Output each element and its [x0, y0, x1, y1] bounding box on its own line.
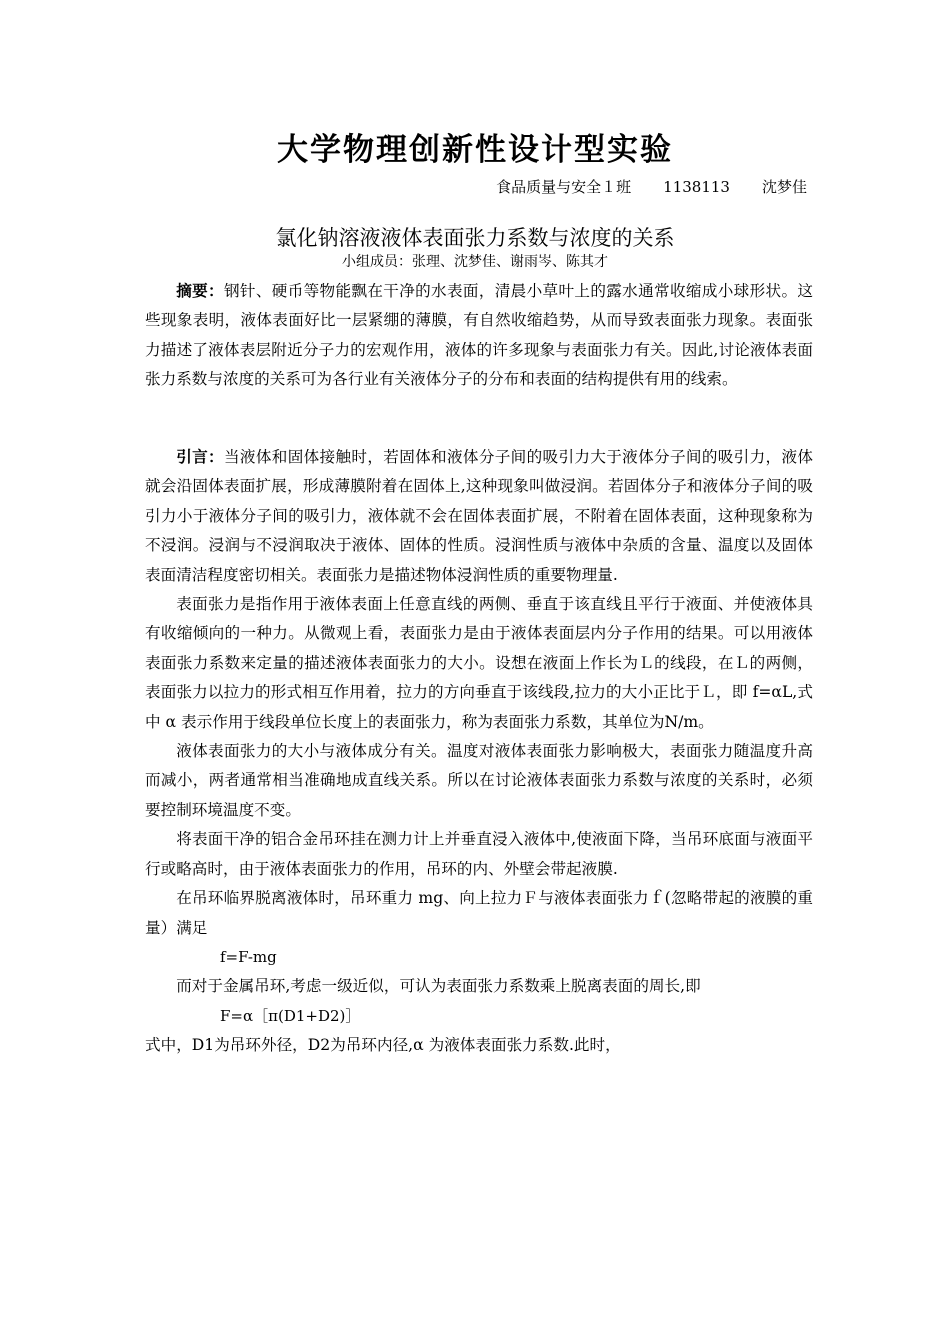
intro-paragraph	[145, 442, 813, 590]
author-name: 沈梦佳	[761, 178, 807, 196]
intro-text: 当液体和固体接触时，若固体和液体分子间的吸引力大于液体分子间的吸引力，液体就会沿固体表面扩展，形成薄膜附着在固体上,这种现象叫做浸润。若固体分子和液体分子间的吸引力小于液体分子间的吸引力，液体就不会在固体表面扩展，不附着在固体表面，这种现象称为不浸润。浸润与不浸润取决于液体、固体的性质。浸润性质与液体中杂质的含量、温度以及固体表面清洁程度密切相关。表面张力是描述物体浸润性质的重要物理量.	[145, 448, 813, 584]
formula-1: f=F-mg	[220, 947, 277, 966]
author-id: 1138113	[663, 178, 730, 196]
author-info	[496, 176, 807, 198]
page-title: 大学物理创新性设计型实验	[277, 132, 673, 168]
body-paragraph-3: 将表面干净的铝合金吊环挂在测力计上并垂直浸入液体中,使液面下降，当吊环底面与液面平行或略高时，由于液体表面张力的作用，吊环的内、外壁会带起液膜.	[145, 830, 813, 878]
formula-2: F=α［π(D1+D2)］	[220, 1006, 361, 1025]
body-paragraph-1: 表面张力是指作用于液体表面上任意直线的两侧、垂直于该直线且平行于液面、并使液体具有收缩倾向的一种力。从微观上看，表面张力是由于液体表面层内分子作用的结果。可以用液体表面张力系数来定量的描述液体表面张力的大小。设想在液面上作长为Ｌ的线段，在Ｌ的两侧，表面张力以拉力的形式相互作用着，拉力的方向垂直于该线段,拉力的大小正比于Ｌ，即 f=αL,式中 α 表示作用于线段单位长度上的表面张力，称为表面张力系数，其单位为N/m。	[145, 595, 813, 731]
intro-label: 引言：	[176, 447, 224, 466]
paper-subtitle: 氯化钠溶液液体表面张力系数与浓度的关系	[275, 226, 675, 250]
abstract-label: 摘要：	[176, 281, 224, 300]
author-class: 食品质量与安全１班	[496, 178, 632, 196]
abstract-paragraph	[145, 276, 813, 395]
body-paragraph-2: 液体表面张力的大小与液体成分有关。温度对液体表面张力影响极大，表面张力随温度升高而减小，两者通常相当准确地成直线关系。所以在讨论液体表面张力系数与浓度的关系时，必须要控制环境温度不变。	[145, 742, 813, 819]
intro-section	[145, 442, 813, 1061]
body-paragraph-5: 而对于金属吊环,考虑一级近似，可认为表面张力系数乘上脱离表面的周长,即	[176, 977, 701, 996]
abstract-text: 钢针、硬币等物能飘在干净的水表面，清晨小草叶上的露水通常收缩成小球形状。这些现象表明，液体表面好比一层紧绷的薄膜，有自然收缩趋势，从而导致表面张力现象。表面张力描述了液体表层附近分子力的宏观作用，液体的许多现象与表面张力有关。因此,讨论液体表面张力系数与浓度的关系可为各行业有关液体分子的分布和表面的结构提供有用的线索。	[145, 282, 813, 389]
group-members: 小组成员：张理、沈梦佳、谢雨岑、陈其才	[342, 254, 608, 270]
abstract-section	[145, 276, 813, 395]
body-paragraph-4: 在吊环临界脱离液体时，吊环重力 mg、向上拉力Ｆ与液体表面张力ｆ(忽略带起的液膜的重量）满足	[145, 889, 813, 937]
body-paragraph-6: 式中，D1为吊环外径，D2为吊环内径,α 为液体表面张力系数.此时，	[145, 1036, 621, 1055]
